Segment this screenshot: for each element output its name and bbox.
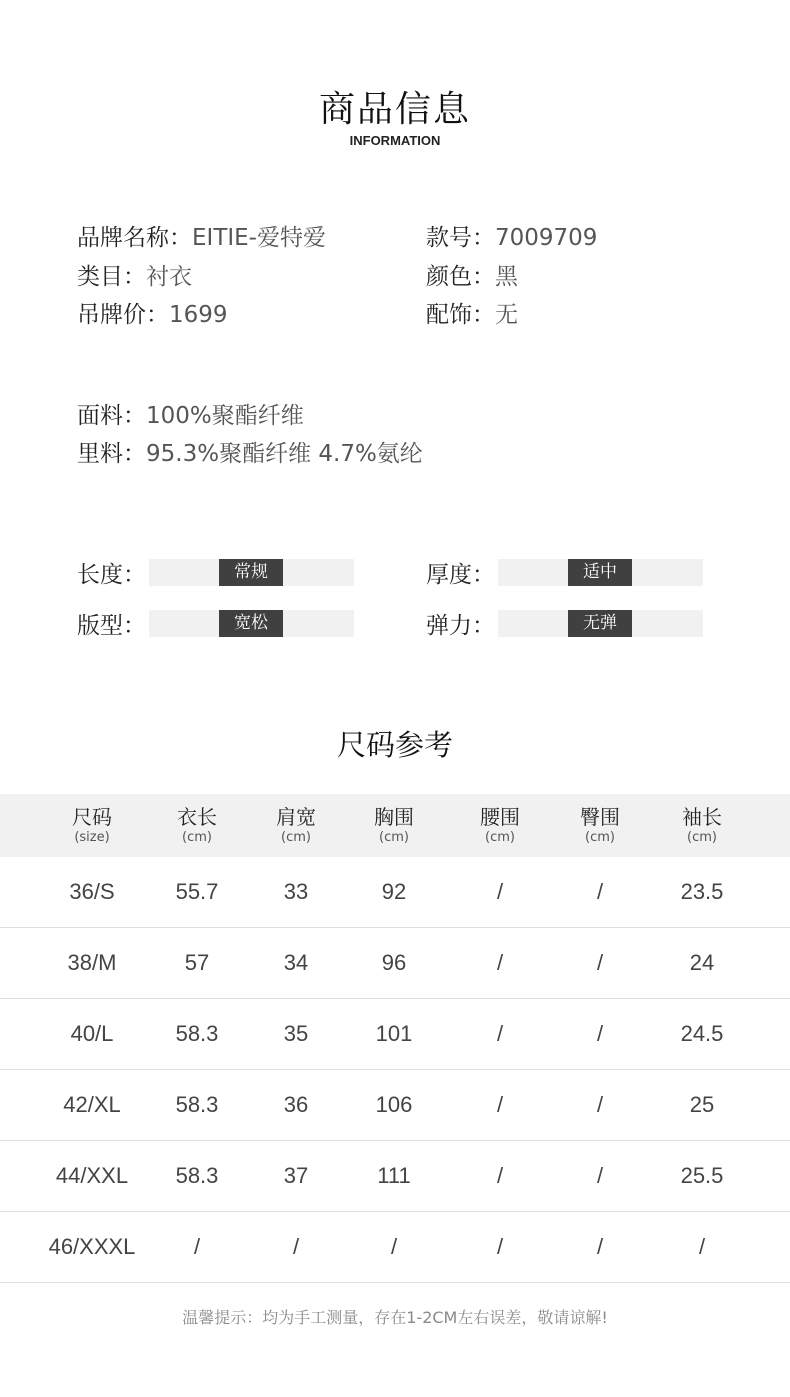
length-scale xyxy=(149,559,354,586)
color-label: 颜色： xyxy=(426,264,495,290)
column-unit: (cm) xyxy=(687,830,717,845)
column-name: 袖长 xyxy=(682,805,722,829)
style-no-value: 7009709 xyxy=(495,225,598,251)
table-cell: 36 xyxy=(283,1092,309,1117)
column-unit: (cm) xyxy=(585,830,615,845)
accessory-row xyxy=(426,300,518,330)
size-table xyxy=(0,794,790,1283)
thickness-value-chip: 适中 xyxy=(568,559,632,586)
table-cell: 96 xyxy=(381,950,407,975)
table-cell: / xyxy=(496,1021,504,1046)
fabric-lining-row xyxy=(77,439,423,469)
column-name: 腰围 xyxy=(480,805,520,829)
table-cell: 58.3 xyxy=(175,1092,219,1117)
fabric-outer-row xyxy=(77,401,304,431)
brand-label: 品牌名称： xyxy=(77,225,192,251)
table-cell: 44/XXL xyxy=(55,1163,129,1188)
column-header xyxy=(246,804,346,846)
table-row xyxy=(0,857,790,928)
table-cell: / xyxy=(292,1234,300,1259)
table-row xyxy=(0,1141,790,1212)
column-unit: (cm) xyxy=(281,830,311,845)
column-header xyxy=(147,804,247,846)
price-label: 吊牌价： xyxy=(77,302,169,328)
table-cell: 42/XL xyxy=(63,1092,121,1117)
brand-value: EITIE-爱特爱 xyxy=(192,225,326,251)
table-cell: 58.3 xyxy=(175,1163,219,1188)
page-subtitle: INFORMATION xyxy=(349,133,441,148)
color-row xyxy=(426,262,518,292)
length-value-chip: 常规 xyxy=(219,559,283,586)
table-cell: / xyxy=(496,1234,504,1259)
table-cell: / xyxy=(193,1234,201,1259)
category-row xyxy=(77,262,192,292)
table-cell: / xyxy=(496,1163,504,1188)
elasticity-attribute xyxy=(426,609,703,637)
table-cell: 36/S xyxy=(69,879,115,904)
color-value: 黑 xyxy=(495,264,518,290)
table-cell: 24 xyxy=(689,950,715,975)
table-cell: / xyxy=(496,1092,504,1117)
elasticity-value-chip: 无弹 xyxy=(568,610,632,637)
table-cell: / xyxy=(698,1234,706,1259)
table-cell: / xyxy=(596,1234,604,1259)
table-cell: 101 xyxy=(375,1021,413,1046)
table-row xyxy=(0,999,790,1070)
page-title: 商品信息 xyxy=(318,89,471,130)
fabric-lining-label: 里料： xyxy=(77,441,146,467)
table-row xyxy=(0,1212,790,1283)
column-name: 胸围 xyxy=(374,805,414,829)
category-label: 类目： xyxy=(77,264,146,290)
table-cell: / xyxy=(596,1021,604,1046)
table-cell: 33 xyxy=(283,879,309,904)
table-cell: 40/L xyxy=(70,1021,114,1046)
table-cell: 111 xyxy=(377,1163,411,1188)
table-cell: 106 xyxy=(375,1092,413,1117)
table-row xyxy=(0,1070,790,1141)
table-cell: 92 xyxy=(381,879,407,904)
fit-value-chip: 宽松 xyxy=(219,610,283,637)
table-cell: 38/M xyxy=(67,950,117,975)
length-label: 长度： xyxy=(77,561,146,588)
table-cell: 57 xyxy=(184,950,210,975)
fabric-outer-value: 100%聚酯纤维 xyxy=(146,403,304,429)
table-cell: 35 xyxy=(283,1021,309,1046)
category-value: 衬衣 xyxy=(146,264,192,290)
table-cell: / xyxy=(496,879,504,904)
thickness-label: 厚度： xyxy=(426,561,495,588)
column-header xyxy=(344,804,444,846)
table-row xyxy=(0,928,790,999)
fabric-outer-label: 面料： xyxy=(77,403,146,429)
table-cell: / xyxy=(596,879,604,904)
column-header xyxy=(652,804,752,846)
table-cell: 55.7 xyxy=(175,879,219,904)
size-chart-title: 尺码参考 xyxy=(336,728,453,762)
column-unit: (cm) xyxy=(379,830,409,845)
column-header xyxy=(450,804,550,846)
column-name: 衣长 xyxy=(177,805,217,829)
table-cell: 34 xyxy=(283,950,309,975)
price-row xyxy=(77,300,228,330)
fabric-lining-value: 95.3%聚酯纤维 4.7%氨纶 xyxy=(146,441,423,467)
size-table-body xyxy=(0,857,790,1283)
length-attribute xyxy=(77,558,354,586)
elasticity-label: 弹力： xyxy=(426,612,495,639)
size-table-header xyxy=(0,794,790,857)
column-header xyxy=(550,804,650,846)
table-cell: 23.5 xyxy=(680,879,724,904)
accessory-label: 配饰： xyxy=(426,302,495,328)
table-cell: 37 xyxy=(283,1163,309,1188)
column-name: 肩宽 xyxy=(276,805,316,829)
thickness-scale xyxy=(498,559,703,586)
thickness-attribute xyxy=(426,558,703,586)
column-name: 臀围 xyxy=(580,805,620,829)
table-cell: 58.3 xyxy=(175,1021,219,1046)
table-cell: / xyxy=(390,1234,398,1259)
table-cell: / xyxy=(596,950,604,975)
column-unit: (cm) xyxy=(485,830,515,845)
table-cell: 25.5 xyxy=(680,1163,724,1188)
style-no-row xyxy=(426,223,597,253)
price-value: 1699 xyxy=(169,302,228,328)
column-unit: (cm) xyxy=(182,830,212,845)
table-cell: / xyxy=(596,1163,604,1188)
column-unit: (size) xyxy=(74,830,110,845)
fit-attribute xyxy=(77,609,354,637)
fit-scale xyxy=(149,610,354,637)
elasticity-scale xyxy=(498,610,703,637)
fit-label: 版型： xyxy=(77,612,146,639)
table-cell: / xyxy=(596,1092,604,1117)
column-name: 尺码 xyxy=(72,805,112,829)
table-cell: / xyxy=(496,950,504,975)
table-cell: 46/XXXL xyxy=(48,1234,136,1259)
style-no-label: 款号： xyxy=(426,225,495,251)
measurement-note: 温馨提示：均为手工测量，存在1-2CM左右误差，敬请谅解! xyxy=(182,1308,608,1327)
accessory-value: 无 xyxy=(495,302,518,328)
brand-row xyxy=(77,223,326,253)
table-cell: 25 xyxy=(689,1092,715,1117)
table-cell: 24.5 xyxy=(680,1021,724,1046)
column-header xyxy=(42,804,142,846)
